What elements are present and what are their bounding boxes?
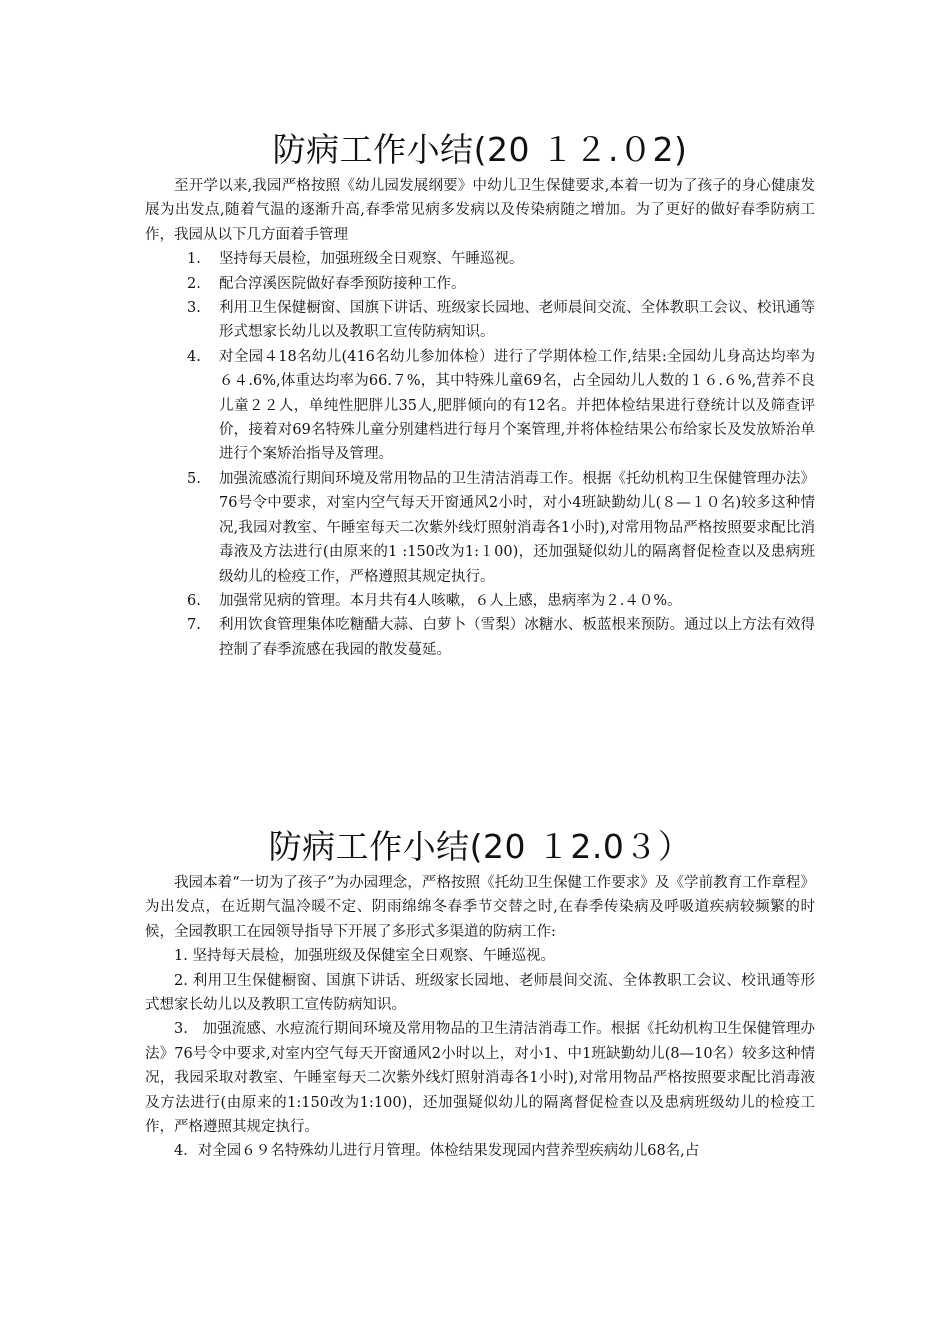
list-item: 3. 加强流感、水痘流行期间环境及常用物品的卫生清洁消毒工作。根据《托幼机构卫生保健管理办法》76号令中要求,对室内空气每天开窗通风2小时以上，对小1、中1班缺勤幼儿(8—10名）较多这种情况，我园采取对教室、午睡室每天二次紫外线灯照射消毒各1小时),对常用物品严格按照要求配比消毒液及方法进行(由原来的1:150改为1:100)，还加强疑似幼儿的隔离督促检查以及患病班级幼儿的检疫工作，严格遵照其规定执行。: [145, 1021, 815, 1136]
list-item: [145, 613, 815, 662]
list-item-text: 配合淳溪医院做好春季预防接种工作。: [219, 275, 466, 292]
list-item-number: 4.: [187, 348, 201, 365]
section-title: 防病工作小结(20 １2.0３）: [268, 827, 692, 866]
section-title: 防病工作小结(20 １２.０2): [272, 130, 688, 169]
measures-list: [145, 944, 815, 1164]
list-item: [145, 272, 815, 296]
list-item: 2. 利用卫生保健橱窗、国旗下讲话、班级家长园地、老师晨间交流、全体教职工会议、校讯通等形式想家长幼儿以及教职工宣传防病知识。: [145, 972, 815, 1014]
list-item-number: 5.: [187, 470, 201, 487]
list-item-text: 坚持每天晨检，加强班级全日观察、午睡巡视。: [219, 251, 524, 268]
list-item-text: 利用饮食管理集体吃糖醋大蒜、白萝卜（雪梨）冰糖水、板蓝根来预防。通过以上方法有效得控制了春季流感在我园的散发蔓延。: [219, 617, 815, 658]
list-item: 4．对全园６９名特殊幼儿进行月管理。体检结果发现园内营养型疾病幼儿68名,占: [174, 1143, 700, 1160]
list-item-text: 加强常见病的管理。本月共有4人咳嗽，６人上感，患病率为２.４０%。: [219, 592, 682, 609]
list-item: [145, 296, 815, 345]
measures-list: [145, 247, 815, 662]
list-item: [145, 467, 815, 589]
list-item-number: 6.: [187, 592, 201, 609]
list-item-text: 对全园４18名幼儿(416名幼儿参加体检）进行了学期体检工作,结果:全园幼儿身高达均率为６４.6%,体重达均率为66.７%，其中特殊儿童69名，占全园幼儿人数的１６.６%,营养不良儿童２２人，单纯性肥胖儿35人,肥胖倾向的有12名。并把体检结果进行登统计以及筛查评价，接着对69名特殊儿童分别建档进行每月个案管理,并将体检结果公布给家长及发放矫治单进行个案矫治指导及管理。: [219, 348, 815, 463]
summary-section-march: [145, 823, 815, 1164]
list-item-number: 7.: [187, 617, 201, 634]
list-item-number: 1.: [187, 251, 201, 268]
list-item: 1. 坚持每天晨检，加强班级及保健室全日观察、午睡巡视。: [174, 948, 555, 965]
intro-paragraph: 我园本着“一切为了孩子”为办园理念，严格按照《托幼卫生保健工作要求》及《学前教育工作章程》为出发点，在近期气温冷暖不定、阴雨绵绵冬春季节交替之时,在春季传染病及呼吸道疾病较频繁的时候，全园教职工在园领导指导下开展了多形式多渠道的防病工作:: [145, 875, 815, 940]
list-item-text: 利用卫生保健橱窗、国旗下讲话、班级家长园地、老师晨间交流、全体教职工会议、校讯通等形式想家长幼儿以及教职工宣传防病知识。: [219, 300, 815, 341]
list-item: [145, 589, 815, 613]
list-item-number: 2.: [187, 275, 201, 292]
intro-paragraph: 至开学以来,我园严格按照《幼儿园发展纲要》中幼儿卫生保健要求,本着一切为了孩子的身心健康发展为出发点,随着气温的逐渐升高,春季常见病多发病以及传染病随之增加。为了更好的做好春季防病工作，我园从以下几方面着手管理: [145, 178, 815, 243]
list-item: [145, 247, 815, 271]
summary-section-february: [145, 126, 815, 662]
list-item: [145, 345, 815, 467]
list-item-text: 加强流感流行期间环境及常用物品的卫生清洁消毒工作。根据《托幼机构卫生保健管理办法》76号令中要求，对室内空气每天开窗通风2小时，对小4班缺勤幼儿(８—１０名)较多这种情况,我园对教室、午睡室每天二次紫外线灯照射消毒各1小时),对常用物品严格按照要求配比消毒液及方法进行(由原来的1 :150改为1:１00)，还加强疑似幼儿的隔离督促检查以及患病班级幼儿的检疫工作，严格遵照其规定执行。: [219, 470, 815, 585]
list-item-number: 3.: [187, 300, 201, 317]
